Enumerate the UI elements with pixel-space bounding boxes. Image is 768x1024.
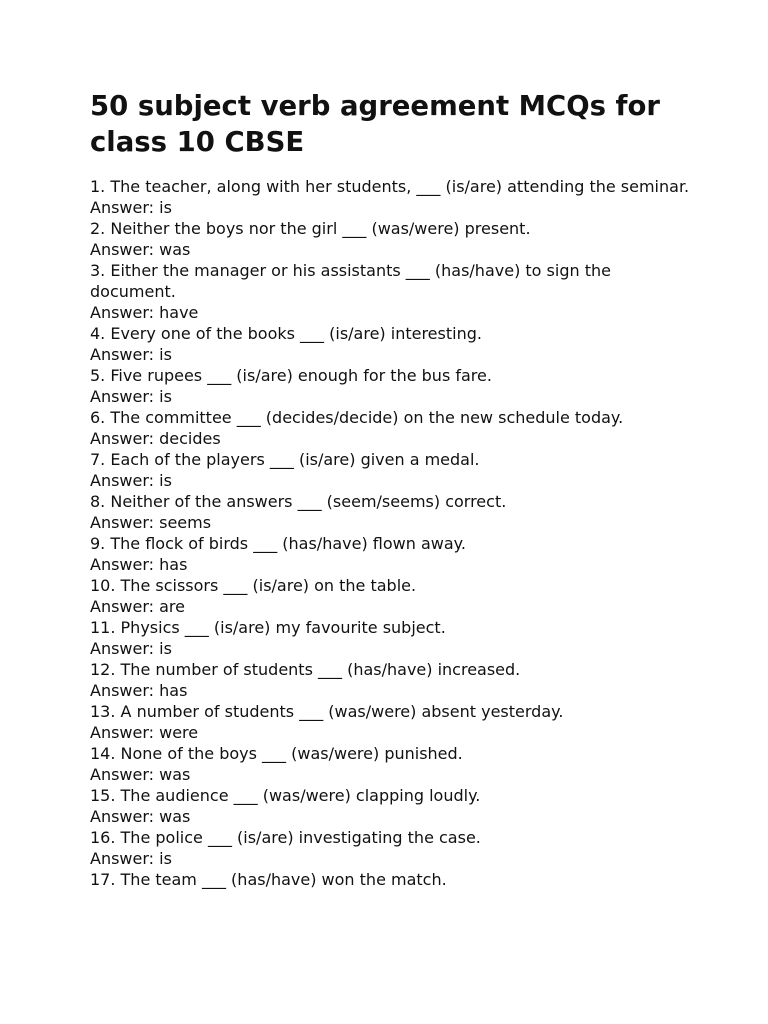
question-text: 3. Either the manager or his assistants ___ (has/have) to sign the document. [90,261,611,301]
answer-text: Answer: was [90,240,191,259]
answer-text: Answer: was [90,807,191,826]
answer-text: Answer: is [90,387,172,406]
question-item-15 [90,785,690,827]
question-text: 16. The police ___ (is/are) investigating the case. [90,828,481,847]
question-text: 4. Every one of the books ___ (is/are) interesting. [90,324,482,343]
answer-text: Answer: are [90,597,185,616]
document-page [90,88,690,890]
question-text: 13. A number of students ___ (was/were) absent yesterday. [90,702,564,721]
question-item-6 [90,407,690,449]
question-text: 2. Neither the boys nor the girl ___ (was/were) present. [90,219,531,238]
answer-text: Answer: is [90,198,172,217]
answer-text: Answer: decides [90,429,221,448]
answer-text: Answer: is [90,849,172,868]
document-title: 50 subject verb agreement MCQs for class 10 CBSE [90,90,660,158]
question-item-9 [90,533,690,575]
question-text: 17. The team ___ (has/have) won the match. [90,870,447,889]
question-item-5 [90,365,690,407]
answer-text: Answer: has [90,681,188,700]
question-text: 15. The audience ___ (was/were) clapping loudly. [90,786,481,805]
question-text: 5. Five rupees ___ (is/are) enough for the bus fare. [90,366,492,385]
question-item-12 [90,659,690,701]
question-item-17 [90,869,690,890]
question-item-14 [90,743,690,785]
question-text: 14. None of the boys ___ (was/were) punished. [90,744,463,763]
question-item-8 [90,491,690,533]
answer-text: Answer: have [90,303,199,322]
answer-text: Answer: is [90,471,172,490]
answer-text: Answer: is [90,345,172,364]
question-text: 12. The number of students ___ (has/have) increased. [90,660,521,679]
question-text: 7. Each of the players ___ (is/are) given a medal. [90,450,480,469]
question-item-11 [90,617,690,659]
question-item-16 [90,827,690,869]
question-text: 8. Neither of the answers ___ (seem/seems) correct. [90,492,507,511]
question-text: 11. Physics ___ (is/are) my favourite subject. [90,618,446,637]
question-list [90,176,690,890]
question-item-10 [90,575,690,617]
question-item-13 [90,701,690,743]
question-text: 10. The scissors ___ (is/are) on the table. [90,576,417,595]
question-text: 9. The flock of birds ___ (has/have) flown away. [90,534,466,553]
question-text: 1. The teacher, along with her students, ___ (is/are) attending the seminar. [90,177,690,196]
answer-text: Answer: were [90,723,199,742]
question-item-7 [90,449,690,491]
question-item-2 [90,218,690,260]
answer-text: Answer: has [90,555,188,574]
question-text: 6. The committee ___ (decides/decide) on the new schedule today. [90,408,624,427]
question-item-4 [90,323,690,365]
question-item-1 [90,176,690,218]
answer-text: Answer: is [90,639,172,658]
answer-text: Answer: was [90,765,191,784]
question-item-3 [90,260,690,323]
answer-text: Answer: seems [90,513,212,532]
